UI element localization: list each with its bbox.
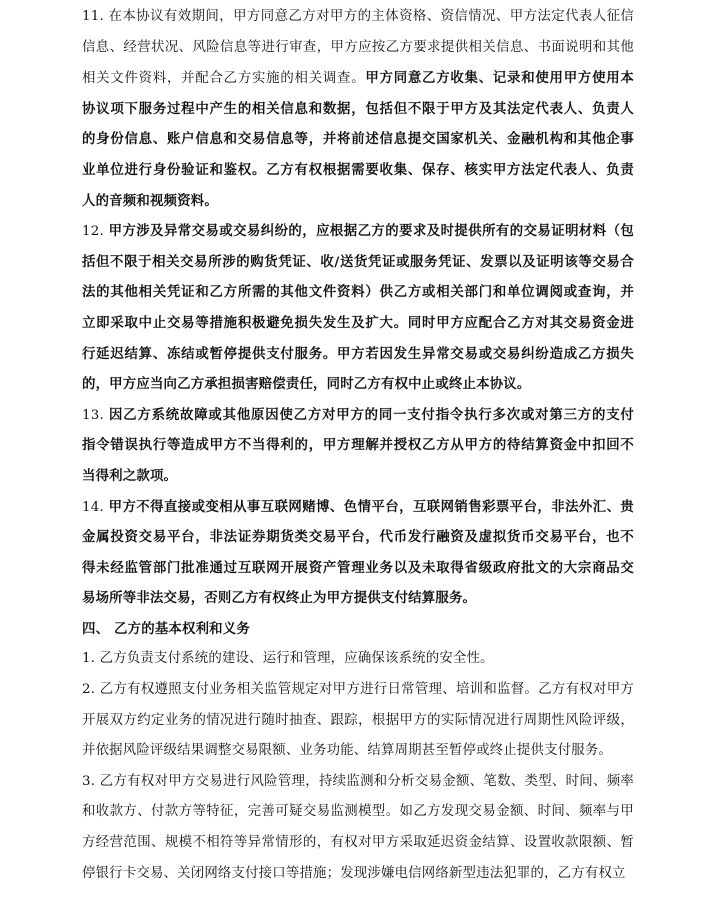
text-line (82, 247, 634, 278)
text-line (82, 277, 634, 308)
text-line (82, 736, 634, 767)
text-line (82, 706, 634, 737)
text-line (82, 400, 634, 431)
bold-text-segment: 括但不限于相关交易所涉的购货凭证、收/送货凭证或服务凭证、发票以及证明该等交易合 (82, 253, 634, 270)
text-segment: 2. 乙方有权遵照支付业务相关监管规定对甲方进行日常管理、培训和监督。乙方有权对甲方 (82, 682, 634, 698)
bold-text-segment: 业单位进行身份验证和鉴权。乙方有权根据需要收集、保存、核实甲方法定代表人、负责 (82, 161, 634, 178)
clause-paragraph (82, 2, 634, 216)
text-segment: 12. (82, 224, 109, 240)
bold-text-segment: 甲方涉及异常交易或交易纠纷的，应根据乙方的要求及时提供所有的交易证明材料（包 (108, 223, 634, 240)
text-line (82, 553, 634, 584)
bold-text-segment: 因乙方系统故障或其他原因使乙方对甲方的同一支付指令执行多次或对第三方的支付 (108, 406, 634, 423)
text-line (82, 124, 634, 155)
text-line (82, 63, 634, 94)
text-line (82, 186, 634, 217)
text-line (82, 461, 634, 492)
text-line (82, 522, 634, 553)
text-line (82, 675, 634, 706)
text-line (82, 614, 634, 645)
bold-text-segment: 法的其他相关凭证和乙方所需的其他文件资料）供乙方或相关部门和单位调阅或查询，并 (82, 284, 634, 301)
text-segment: 13. (82, 407, 109, 423)
bold-text-segment: 人的音频和视频资料。 (82, 192, 218, 209)
text-segment: 停银行卡交易、关闭网络支付接口等措施；发现涉嫌电信网络新型违法犯罪的，乙方有权立 (82, 865, 626, 881)
text-segment: 开展双方约定业务的情况进行随时抽查、跟踪，根据甲方的实际情况进行周期性风险评级， (82, 712, 634, 728)
text-segment: 11. 在本协议有效期间，甲方同意乙方对甲方的主体资格、资信情况、甲方法定代表人征信 (82, 9, 634, 24)
bold-text-segment: 当得利之款项。 (82, 467, 178, 484)
text-line (82, 339, 634, 370)
clause-paragraph (82, 767, 634, 889)
bold-text-segment: 甲方不得直接或变相从事互联网赌博、色情平台，互联网销售彩票平台，非法外汇、贵 (108, 498, 634, 515)
text-line (82, 828, 634, 859)
text-line (82, 430, 634, 461)
text-line (82, 492, 634, 523)
text-line (82, 767, 634, 798)
text-line (82, 644, 634, 675)
text-line (82, 583, 634, 614)
bold-text-segment: 立即采取中止交易等措施积极避免损失发生及扩大。同时甲方应配合乙方对其交易资金进 (82, 314, 634, 331)
text-line (82, 859, 634, 890)
clause-paragraph (82, 644, 634, 675)
text-line (82, 155, 634, 186)
bold-text-segment: 易场所等非法交易，否则乙方有权终止为甲方提供支付结算服务。 (82, 590, 477, 607)
text-line (82, 33, 634, 64)
bold-text-segment: 协议项下服务过程中产生的相关信息和数据，包括但不限于甲方及其法定代表人、负责人 (82, 100, 634, 117)
bold-text-segment: 甲方同意乙方收集、记录和使用甲方使用本 (365, 70, 634, 87)
text-line (82, 308, 634, 339)
clause-paragraph (82, 675, 634, 767)
text-line (82, 94, 634, 125)
bold-text-segment: 行延迟结算、冻结或暂停提供支付服务。甲方若因发生异常交易或交易纠纷造成乙方损失 (82, 345, 634, 362)
clause-paragraph (82, 216, 634, 400)
bold-text-segment: 指令错误执行等造成甲方不当得利的，甲方理解并授权乙方从甲方的待结算资金中扣回不 (82, 437, 634, 454)
text-segment: 和收款方、付款方等特征，完善可疑交易监测模型。如乙方发现交易金额、时间、频率与甲 (82, 804, 634, 820)
text-segment: 3. 乙方有权对甲方交易进行风险管理，持续监测和分析交易金额、笔数、类型、时间、频率 (82, 773, 634, 789)
clause-paragraph (82, 492, 634, 614)
clause-paragraph (82, 400, 634, 492)
text-line (82, 2, 634, 33)
text-line (82, 216, 634, 247)
text-segment: 1. 乙方负责支付系统的建设、运行和管理，应确保该系统的安全性。 (82, 651, 494, 667)
text-segment: 并依据风险评级结果调整交易限额、业务功能、结算周期甚至暂停或终止提供支付服务。 (82, 743, 613, 759)
text-segment: 14. (82, 499, 109, 515)
bold-text-segment: 的，甲方应当向乙方承担损害赔偿责任，同时乙方有权中止或终止本协议。 (82, 376, 531, 393)
text-segment: 相关文件资料，并配合乙方实施的相关调查。 (82, 71, 366, 87)
bold-text-segment: 得未经监管部门批准通过互联网开展资产管理业务以及未取得省级政府批文的大宗商品交 (82, 559, 634, 576)
text-line (82, 797, 634, 828)
bold-text-segment: 的身份信息、账户信息和交易信息等，并将前述信息提交国家机关、金融机构和其他企事 (82, 131, 634, 148)
bold-text-segment: 四、 乙方的基本权利和义务 (82, 620, 250, 637)
text-line (82, 369, 634, 400)
text-segment: 方经营范围、规模不相符等异常情形的，有权对甲方采取延迟资金结算、设置收款限额、暂 (82, 835, 634, 851)
bold-text-segment: 金属投资交易平台，非法证券期货类交易平台，代币发行融资及虚拟货币交易平台，也不 (82, 529, 634, 546)
text-segment: 信息、经营状况、风险信息等进行审查，甲方应按乙方要求提供相关信息、书面说明和其他 (82, 39, 634, 55)
section-heading (82, 614, 634, 645)
